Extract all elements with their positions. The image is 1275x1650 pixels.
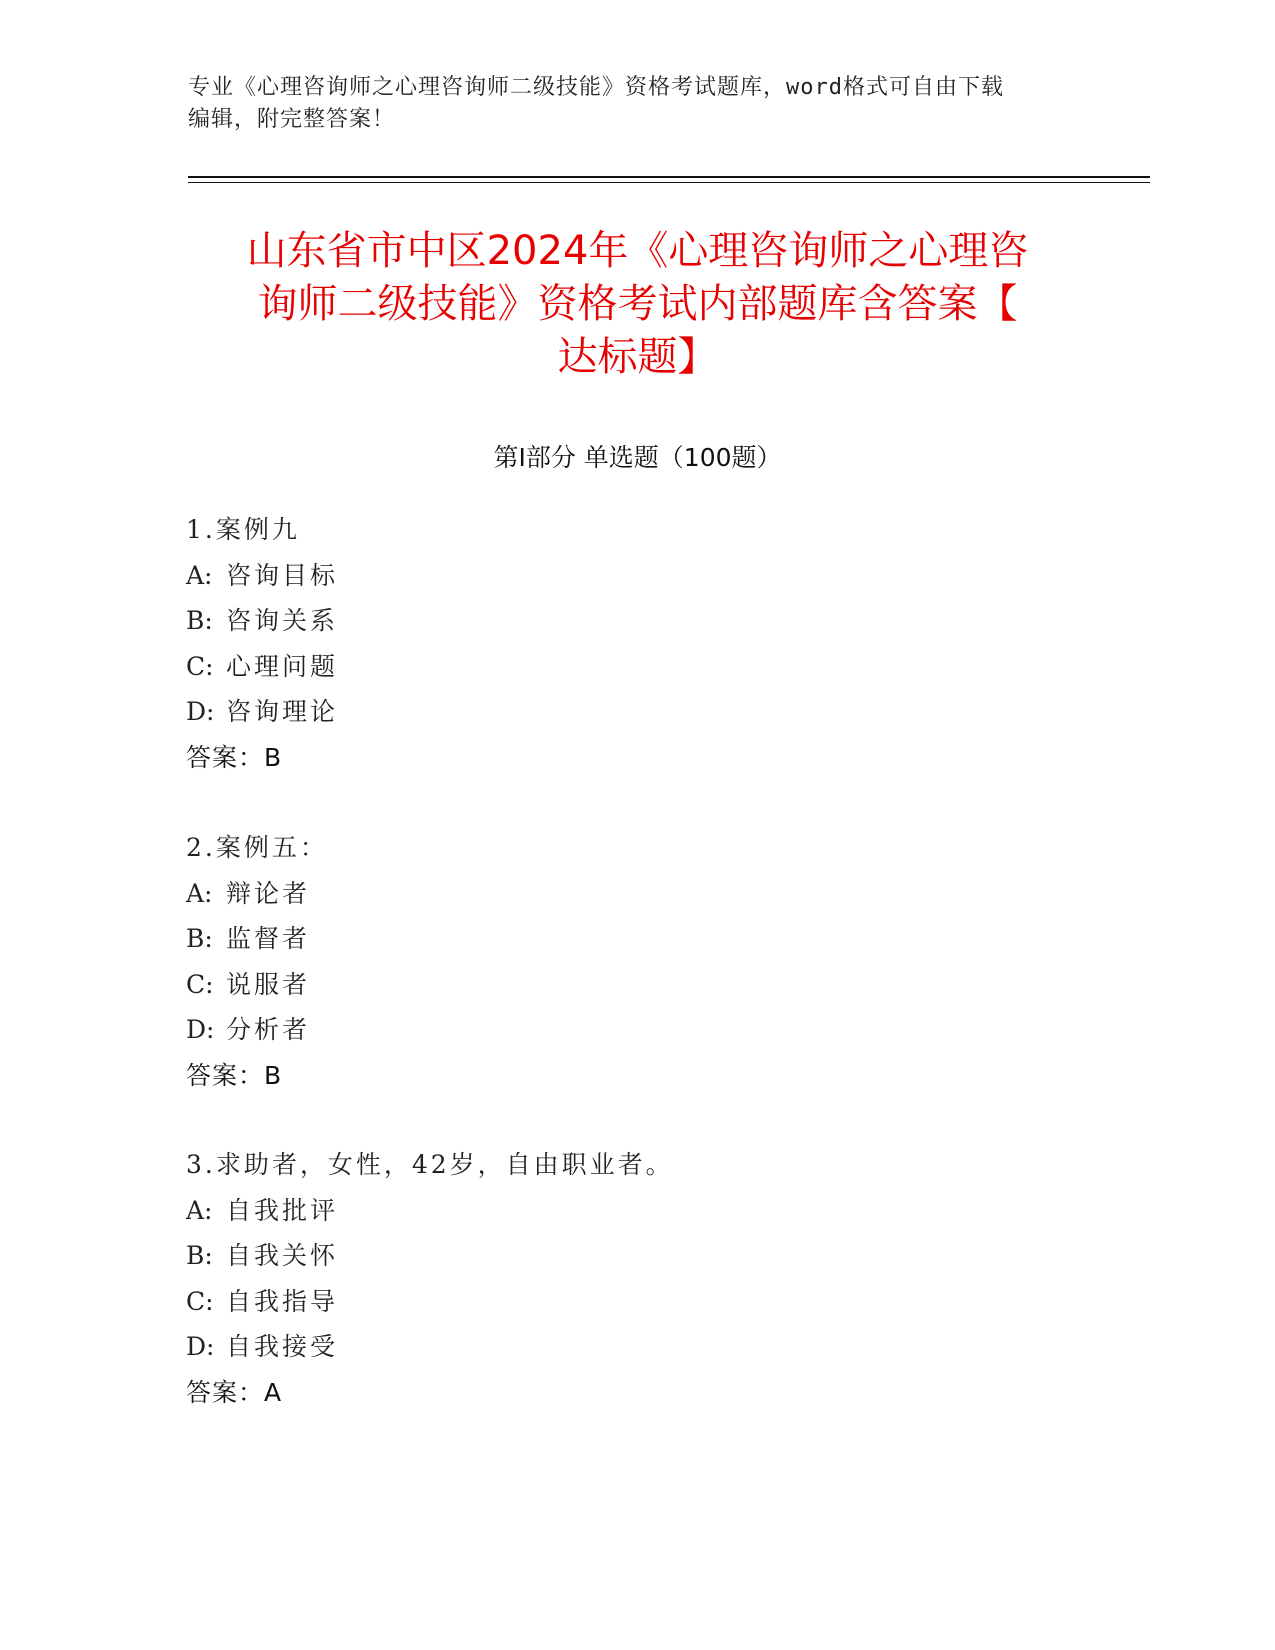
option-text: 辩论者 xyxy=(226,878,311,908)
option-text: 说服者 xyxy=(226,969,311,999)
option-text: 心理问题 xyxy=(226,651,339,681)
option-d xyxy=(186,1007,1136,1053)
option-letter: A: xyxy=(186,560,213,590)
question-2 xyxy=(186,825,1136,1098)
option-text: 咨询目标 xyxy=(226,560,339,590)
option-letter: C: xyxy=(186,969,214,999)
option-letter: D: xyxy=(186,1015,215,1044)
option-b xyxy=(186,916,1136,962)
option-text: 自我接受 xyxy=(226,1332,339,1361)
option-text: 监督者 xyxy=(226,924,311,953)
option-a xyxy=(186,1188,1136,1234)
option-letter: A: xyxy=(186,878,213,908)
option-a xyxy=(186,871,1136,917)
section-heading: 第Ⅰ部分 单选题（100题） xyxy=(493,443,782,472)
question-3 xyxy=(186,1142,1136,1415)
question-1 xyxy=(186,507,1136,780)
answer: 答案：A xyxy=(186,1377,283,1407)
title-line-1: 山东省市中区2024年《心理咨询师之心理咨 xyxy=(246,228,1029,274)
header-divider-thick xyxy=(188,176,1150,178)
option-a xyxy=(186,553,1136,599)
option-b xyxy=(186,598,1136,644)
option-text: 自我批评 xyxy=(226,1195,339,1225)
option-text: 咨询关系 xyxy=(226,606,339,635)
option-text: 自我关怀 xyxy=(226,1241,339,1270)
answer: 答案：B xyxy=(186,1060,283,1090)
option-text: 分析者 xyxy=(226,1015,311,1044)
option-d xyxy=(186,689,1136,735)
option-letter: C: xyxy=(186,651,214,681)
option-c xyxy=(186,962,1136,1008)
title-line-2: 询师二级技能》资格考试内部题库含答案【 xyxy=(257,281,1018,327)
option-letter: C: xyxy=(186,1286,214,1316)
option-c xyxy=(186,644,1136,690)
document-title xyxy=(170,225,1105,384)
answer: 答案：B xyxy=(186,742,283,772)
option-text: 自我指导 xyxy=(226,1286,339,1316)
option-letter: A: xyxy=(186,1195,213,1225)
question-stem: 3.求助者，女性，42岁，自由职业者。 xyxy=(186,1150,674,1179)
option-d xyxy=(186,1324,1136,1370)
title-line-3: 达标题】 xyxy=(557,334,718,380)
option-text: 咨询理论 xyxy=(226,697,339,726)
option-letter: B: xyxy=(186,924,213,953)
question-stem: 2.案例五： xyxy=(186,833,328,862)
option-b xyxy=(186,1233,1136,1279)
option-letter: D: xyxy=(186,1332,215,1361)
option-c xyxy=(186,1279,1136,1325)
intro-line-2: 编辑，附完整答案！ xyxy=(188,107,396,132)
option-letter: D: xyxy=(186,697,215,726)
intro-line-1: 专业《心理咨询师之心理咨询师二级技能》资格考试题库，word格式可自由下载 xyxy=(188,75,1004,100)
option-letter: B: xyxy=(186,1241,213,1270)
option-letter: B: xyxy=(186,606,213,635)
header-divider-thin xyxy=(188,182,1150,183)
question-stem: 1.案例九 xyxy=(186,515,300,544)
intro-text xyxy=(188,72,1088,136)
